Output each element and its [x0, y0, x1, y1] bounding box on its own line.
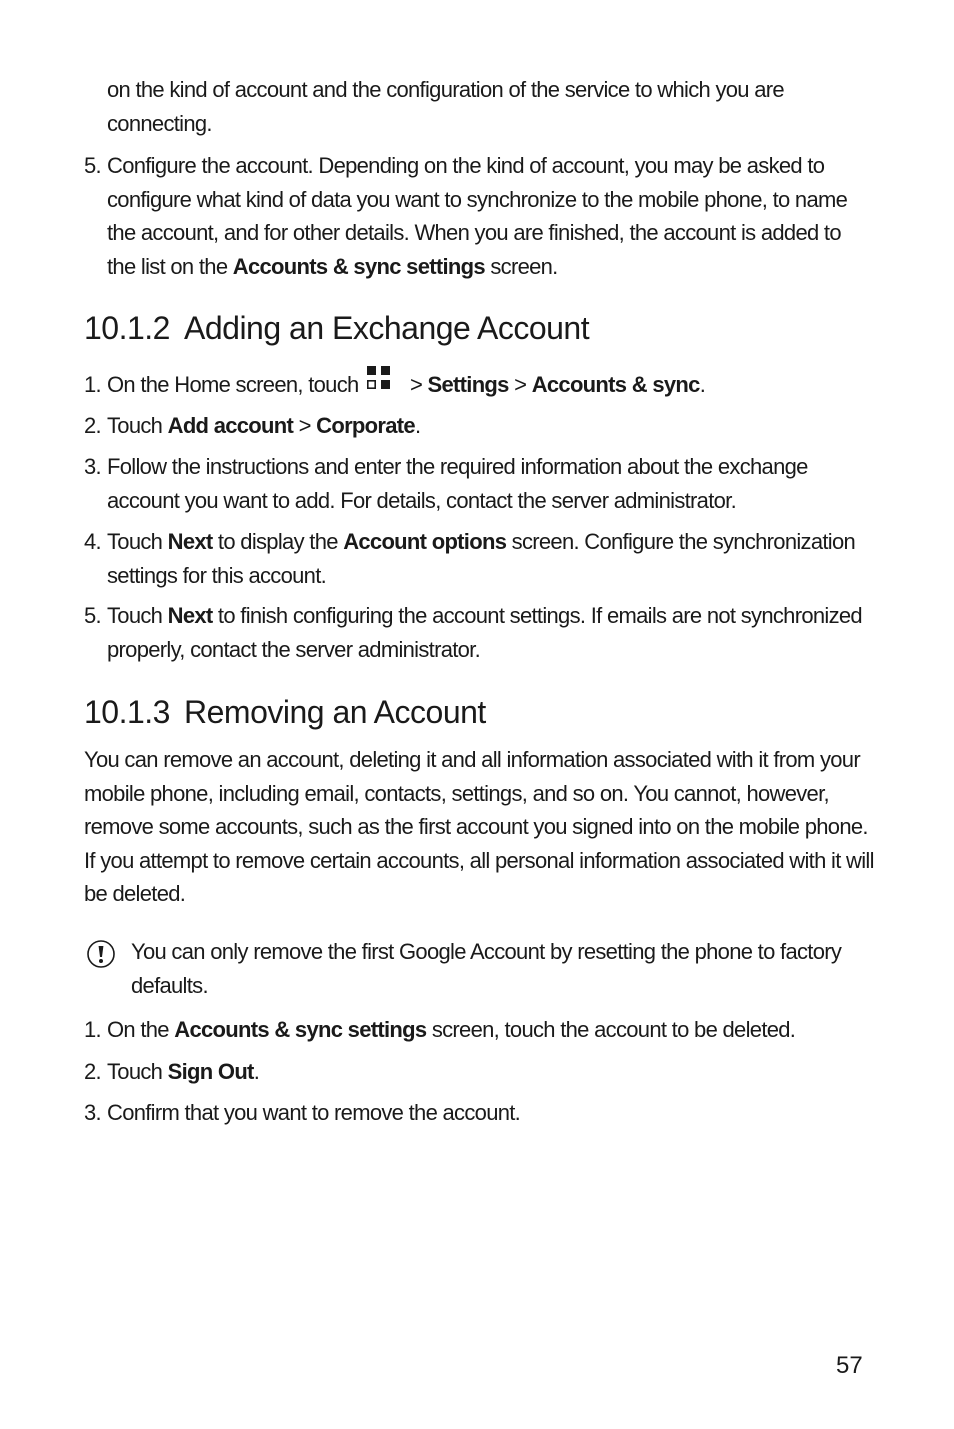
- remove-step-1: 1. On the Accounts & sync settings screen, touch the account to be deleted.: [84, 1017, 796, 1042]
- section-title: Removing an Account: [184, 694, 486, 730]
- intro-continuation-text: on the kind of account and the configuration of the service to which you are connecting.: [107, 77, 784, 136]
- section-heading-removing-account: [84, 692, 486, 732]
- section-number: 10.1.2: [84, 310, 170, 346]
- section-heading-adding-exchange: [84, 308, 589, 348]
- exchange-step-3: 3. Follow the instructions and enter the required information about the exchange account you want to add. For details, contact the server administrator.: [84, 454, 808, 513]
- note: [84, 935, 874, 1002]
- remove-step-2: 2. Touch Sign Out.: [84, 1059, 260, 1084]
- sign-out-label: Sign Out: [167, 1059, 254, 1084]
- caution-icon: [86, 939, 116, 979]
- intro-continuation: [107, 73, 867, 140]
- exchange-step-1: 1. On the Home screen, touch > Settings > Accounts & sync.: [84, 368, 867, 403]
- intro-step-5: 5. Configure the account. Depending on the kind of account, you may be asked to configure what kind of data you want to synchronize to the mobile phone, to name the account, and for other details. When you are finished, the account is added to the list on the Accounts & sync settings screen.: [84, 149, 867, 283]
- accounts-sync-label: Accounts & sync: [531, 372, 700, 397]
- accounts-sync-settings-label: Accounts & sync settings: [174, 1017, 427, 1042]
- apps-grid-icon: [367, 366, 391, 400]
- add-account-label: Add account: [167, 413, 294, 438]
- remove-step-3: 3. Confirm that you want to remove the account.: [84, 1100, 521, 1125]
- exchange-step-5: 5. Touch Next to finish configuring the account settings. If emails are not synchronized properly, contact the server administrator.: [84, 603, 862, 662]
- note-text: You can only remove the first Google Account by resetting the phone to factory defaults.: [131, 939, 842, 998]
- step-number: 5.: [84, 153, 101, 178]
- section-title: Adding an Exchange Account: [184, 310, 590, 346]
- page-number: 57: [836, 1352, 863, 1379]
- exchange-step-4: 4. Touch Next to display the Account options screen. Configure the synchronization settings for this account.: [84, 529, 856, 588]
- removing-account-body: You can remove an account, deleting it and all information associated with it from your mobile phone, including email, contacts, settings, and so on. You cannot, however, remove some accounts, such as the first account you signed into on the mobile phone. If you attempt to remove certain accounts, all personal information associated with it will be deleted.: [84, 747, 874, 906]
- section-number: 10.1.3: [84, 694, 170, 730]
- next-label: Next: [167, 529, 213, 554]
- settings-label: Settings: [427, 372, 509, 397]
- next-label: Next: [167, 603, 213, 628]
- exchange-step-2: 2. Touch Add account > Corporate.: [84, 413, 421, 438]
- accounts-sync-settings-label: Accounts & sync settings: [232, 253, 485, 279]
- account-options-label: Account options: [343, 529, 507, 554]
- corporate-label: Corporate: [316, 413, 415, 438]
